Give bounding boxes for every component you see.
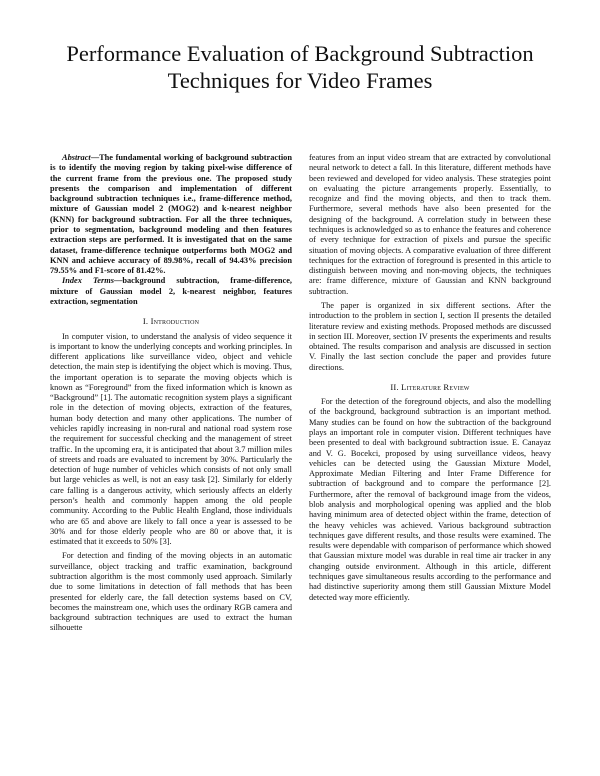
index-terms bbox=[50, 276, 292, 307]
paper-title: Performance Evaluation of Background Subtraction Techniques for Video Frames bbox=[66, 41, 534, 93]
abstract-text: —The fundamental working of background subtraction is to identify the moving region by taking pixel-wise difference of the current frame from the previous one. The proposed study presents the comparison and implementation of different background subtraction techniques i.e., frame-difference method, mixture of Gaussian model 2 (MOG2) and k-nearest neighbor (KNN) for background subtraction. For all the three techniques, prior to segmentation, background modeling and then features extraction steps are performed. It is investigated that on the same dataset, frame-difference technique outperforms both MOG2 and KNN and achieve accuracy of 89.98%, recall of 94.43% precision 79.55% and F1-score of 81.42%. bbox=[50, 153, 292, 276]
literature-paragraph-1: For the detection of the foreground objects, and also the modelling of the background, background subtraction is an important method. Many studies can be found on how the subtraction of the background plays an important role in computer vision. Different techniques have been presented to deal with background subtraction issue. E. Canayaz and V. G. Bocekci, proposed by using surveillance videos, heavy vehicles can be detected using the Gaussian Mixture Model, Approximate Median Filtering and Inter Frame Difference for subtraction of background and to compare the performance [2]. Furthermore, after the removal of background image from the videos, blob analysis and morphological opening was applied and the blob having minimum area of detected object within the frame, detection of the heavy vehicles was achieved. Various background subtraction techniques gave different results, and those results were examined. The results were dependable with comparison of performance which showed that Gaussian mixture model was durable in real time air tracker in any changing outside environment. Although in this article, different techniques gave simultaneous results according to the performance and had distinctive superiority among them still Gaussian Mixture Model detected way more efficiently. bbox=[309, 397, 551, 602]
abstract-label: Abstract bbox=[62, 153, 91, 162]
right-column bbox=[309, 153, 551, 603]
section-heading-introduction: I. Introduction bbox=[142, 316, 200, 327]
intro-paragraph-2: For detection and finding of the moving objects in an automatic surveillance, object tracking and traffic examination, background subtraction algorithm is the most commonly used approach. Similarly due to some limitations in detection of fall methods that has been presented for elderly care, the fall detection systems based on CV, becomes the mainstream one, which uses the ordinary RGB camera and background subtraction techniques are used to extract the human silhouette bbox=[50, 551, 292, 633]
intro-paragraph-1: In computer vision, to understand the analysis of video sequence it is important to know the underlying concepts and working principles. In different applications like surveillance video, object and vehicle detection, the main step is identifying the object which is moving. Thus, the important operation is to separate the moving objects which is known as “Foreground” from the fixed information which is known as “Background” [1]. The automatic recognition system plays a significant role in the detection of moving objects, extraction of the features, human body detection and many other applications. The number of vehicles rapidly increasing in non-rural and national road system rose the requirement for successful checking and the management of street traffic. In the upcoming era, it is anticipated that about 3.7 million miles of streets and roads are evaluated to increment by 30%. Particularly the detection of huge number of vehicles which consists of not only small but large vehicles as well, is not an easy task [2]. Similarly for elderly care falling is a dangerous activity, which seriously affects an elderly person’s health and commonly happen among the old people community. According to the Public Health England, those individuals who are 65 and above are likely to fall once a year is assessed to be 30% and for those elderly people who are 80 or above that, it is estimated that it exceeds to 50% [3]. bbox=[50, 331, 292, 547]
abstract bbox=[50, 153, 292, 276]
intro-paragraph-2-continued: features from an input video stream that are extracted by convolutional neural network to detect a fall. In this literature, different methods have been reviewed and developed for video analysis. These strategies point on evaluating the picture arrangements properly. Essentially, to recognize and find the moving objects, and then to track them. Furthermore, several methods have also been presented for the designing of the background. A correlation study in between these techniques is acknowledged so as to enhance the features and coherence of every technique for extraction of pixels and pursue the specific situation of moving objects. A comparative evaluation of three different techniques for the extraction of foreground is presented in this article to distinguish between moving and non-moving objects, the techniques are: frame difference, mixture of Gaussian and KNN background subtraction. bbox=[309, 153, 551, 296]
left-column bbox=[50, 153, 292, 634]
intro-paragraph-3: The paper is organized in six different sections. After the introduction to the problem in section I, section II presents the detailed literature review and existing methods. Proposed methods are discussed in section III. Moreover, section IV presents the experiments and results obtained. The results comparison and analysis are discussed in section V. Finally the last section conclude the paper and provides future directions. bbox=[309, 300, 551, 372]
section-heading-literature-review: II. Literature Review bbox=[390, 381, 470, 392]
index-terms-text: —background subtraction, frame-difference, mixture of Gaussian model 2, k-nearest neighbor, features extraction, segmentation bbox=[50, 276, 292, 306]
index-terms-label: Index Terms bbox=[62, 276, 114, 286]
